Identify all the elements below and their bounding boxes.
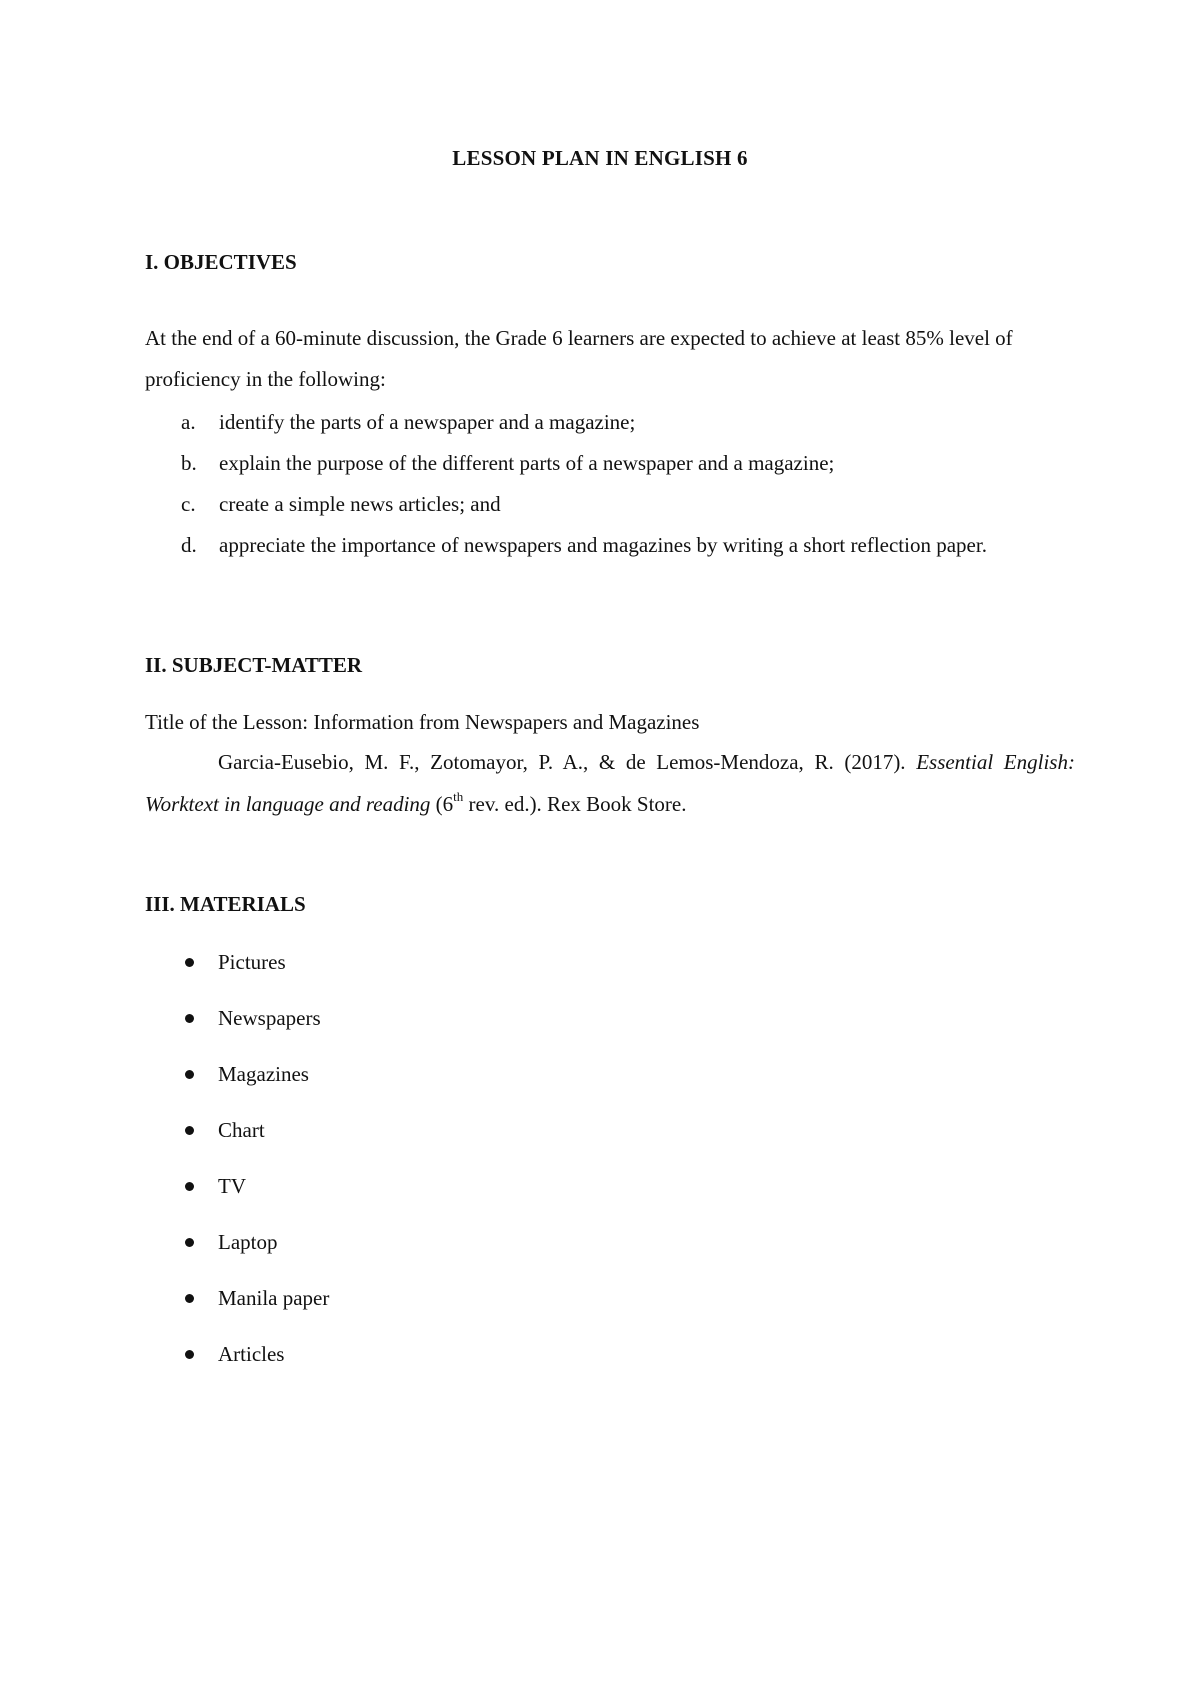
objectives-list bbox=[145, 408, 1075, 572]
bullet-icon bbox=[185, 1182, 194, 1191]
material-item bbox=[145, 1173, 329, 1229]
objective-item bbox=[145, 449, 1075, 478]
bullet-icon bbox=[185, 1350, 194, 1359]
material-label: Articles bbox=[218, 1342, 285, 1366]
reference-book-title: Essential English: Worktext in language and reading bbox=[145, 750, 1075, 816]
material-label: Newspapers bbox=[218, 1006, 321, 1030]
subject-matter-heading: II. SUBJECT-MATTER bbox=[145, 653, 363, 677]
reference-edition-sup: th bbox=[453, 789, 464, 804]
material-item bbox=[145, 1285, 329, 1341]
reference-authors: Garcia-Eusebio, M. F., Zotomayor, P. A., & de Lemos-Mendoza, R. (2017). bbox=[218, 750, 917, 774]
material-item bbox=[145, 1341, 329, 1397]
material-label: Laptop bbox=[218, 1230, 278, 1254]
material-label: Manila paper bbox=[218, 1286, 330, 1310]
material-item bbox=[145, 949, 329, 1005]
bullet-icon bbox=[185, 958, 194, 967]
materials-heading: III. MATERIALS bbox=[145, 892, 306, 916]
objective-text: create a simple news articles; and bbox=[219, 492, 501, 516]
objective-item bbox=[145, 531, 1075, 560]
bullet-icon bbox=[185, 1070, 194, 1079]
material-label: Magazines bbox=[218, 1062, 309, 1086]
document-title: LESSON PLAN IN ENGLISH 6 bbox=[452, 146, 748, 170]
material-item bbox=[145, 1117, 329, 1173]
objectives-heading: I. OBJECTIVES bbox=[145, 250, 297, 274]
objectives-intro: At the end of a 60-minute discussion, the Grade 6 learners are expected to achieve at least 85% level of proficiency in the following: bbox=[145, 326, 1013, 391]
objective-marker: d. bbox=[181, 533, 197, 557]
objective-item bbox=[145, 490, 1075, 519]
bullet-icon bbox=[185, 1238, 194, 1247]
reference-edition-open: (6 bbox=[430, 792, 454, 816]
lesson-reference bbox=[145, 741, 1075, 825]
bullet-icon bbox=[185, 1294, 194, 1303]
material-label: Chart bbox=[218, 1118, 265, 1142]
reference-edition-close: rev. ed.). Rex Book Store. bbox=[463, 792, 687, 816]
objective-text: identify the parts of a newspaper and a magazine; bbox=[219, 410, 636, 434]
material-item bbox=[145, 1061, 329, 1117]
material-item bbox=[145, 1005, 329, 1061]
bullet-icon bbox=[185, 1014, 194, 1023]
objective-text: appreciate the importance of newspapers and magazines by writing a short reflection paper. bbox=[219, 533, 987, 557]
material-label: TV bbox=[218, 1174, 246, 1198]
objective-marker: a. bbox=[181, 410, 196, 434]
lesson-title: Title of the Lesson: Information from Newspapers and Magazines bbox=[145, 710, 700, 734]
objective-marker: c. bbox=[181, 492, 196, 516]
material-label: Pictures bbox=[218, 950, 286, 974]
materials-list bbox=[145, 949, 329, 1397]
material-item bbox=[145, 1229, 329, 1285]
objective-marker: b. bbox=[181, 451, 197, 475]
bullet-icon bbox=[185, 1126, 194, 1135]
objective-text: explain the purpose of the different parts of a newspaper and a magazine; bbox=[219, 451, 835, 475]
objective-item bbox=[145, 408, 1075, 437]
